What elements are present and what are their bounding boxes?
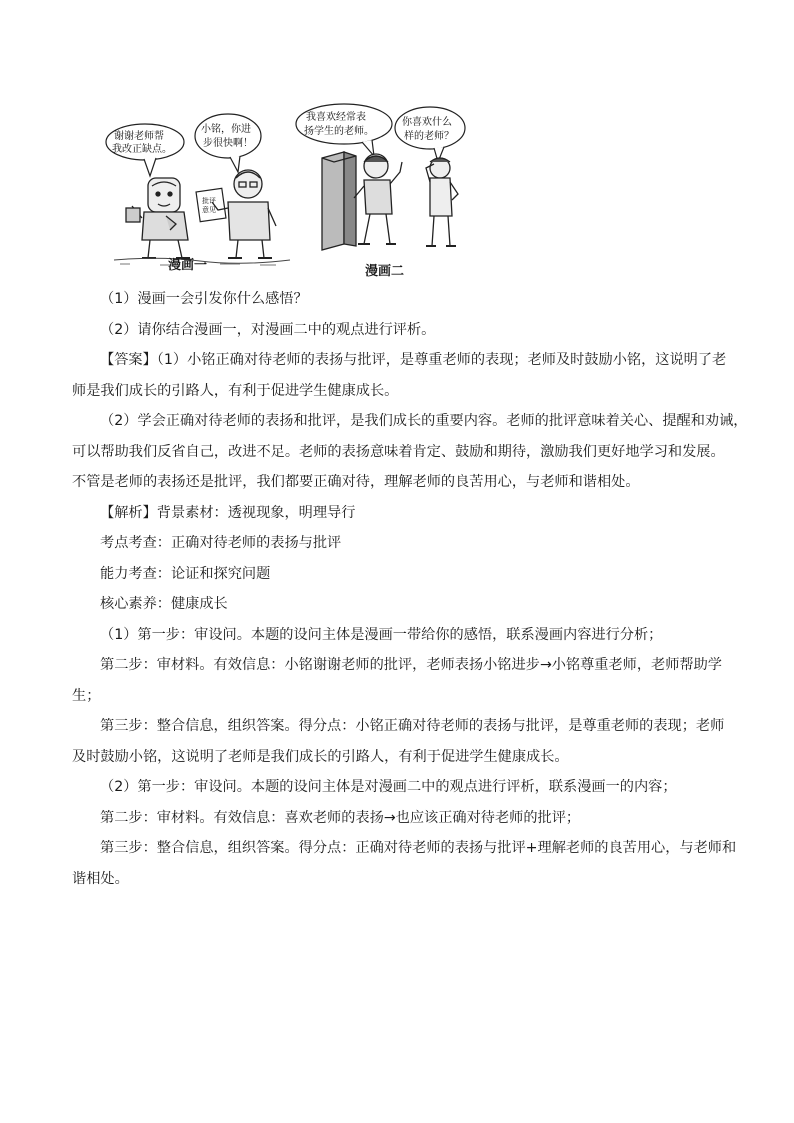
- cartoon-illustrations: [100, 98, 520, 280]
- question-1: （1）漫画一会引发你什么感悟？: [100, 291, 308, 307]
- criticism-paper: [196, 188, 226, 221]
- answer-line-1: [72, 345, 732, 376]
- cartoon1-bubble-left-line1: 谢谢老师帮: [114, 131, 164, 142]
- paper-text-line2: 意见: [202, 206, 216, 214]
- analysis-literacy: 核心素养：健康成长: [100, 596, 228, 612]
- analysis-background: 背景素材：透视现象，明理导行: [156, 504, 356, 521]
- analysis-s2-step3-line2: 谐相处。: [72, 870, 129, 887]
- analysis-ability: 能力考查：论证和探究问题: [100, 565, 271, 582]
- question-2: （2）请你结合漫画一，对漫画二中的观点进行评析。: [100, 321, 436, 338]
- answer-p1-line1: （1）小铭正确对待老师的表扬与批评，是尊重老师的表现；老师及时鼓励小铭，这说明了老: [156, 352, 727, 368]
- analysis-s1-step3-line2: 及时鼓励小铭，这说明了老师是我们成长的引路人，有利于促进学生健康成长。: [72, 748, 569, 765]
- cartoon1-bubble-right-line2: 步很快啊！: [203, 138, 253, 149]
- answer-label: 【答案】: [100, 352, 157, 368]
- student-figure: [126, 178, 190, 258]
- cartoon2-bubble-left-line1: 我喜欢经常表: [306, 112, 366, 123]
- analysis-label: 【解析】: [100, 504, 157, 521]
- cartoon2-bubble-right-line2: 样的老师？: [404, 131, 454, 142]
- cartoon1-caption: 漫画一: [168, 258, 208, 273]
- analysis-line-1: [72, 498, 732, 529]
- adult-figure: [426, 158, 458, 246]
- analysis-s1-step2-line1: 第二步：审材料。有效信息：小铭谢谢老师的批评，老师表扬小铭进步→小铭尊重老师，老师帮助学: [100, 657, 722, 673]
- analysis-s1-step3-line1: 第三步：整合信息，组织答案。得分点：小铭正确对待老师的表扬与批评，是尊重老师的表现；老师: [100, 718, 725, 734]
- cartoon-one: [106, 114, 290, 265]
- analysis-s2-step1: （2）第一步：审设问。本题的设问主体是对漫画二中的观点进行评析，联系漫画一的内容；: [100, 779, 677, 795]
- pillar: [322, 152, 356, 250]
- cartoon2-bubble-right-line1: 你喜欢什么: [402, 117, 452, 128]
- paper-text-line1: 批评: [202, 197, 216, 205]
- cartoon1-bubble-right-line1: 小铭，你进: [201, 124, 251, 135]
- analysis-point: 考点考查：正确对待老师的表扬与批评: [100, 535, 342, 551]
- answer-p1-line2: 师是我们成长的引路人，有利于促进学生健康成长。: [72, 382, 399, 399]
- cartoon1-bubble-left-line2: 我改正缺点。: [112, 144, 172, 155]
- cartoon2-caption: 漫画二: [365, 264, 405, 279]
- analysis-s1-step2-line2: 生；: [72, 687, 101, 704]
- answer-p2-line2: 可以帮助我们反省自己，改进不足。老师的表扬意味着肯定、鼓励和期待，激励我们更好地学习和发展。: [72, 443, 725, 460]
- analysis-s2-step2: 第二步：审材料。有效信息：喜欢老师的表扬→也应该正确对待老师的批评；: [100, 809, 581, 826]
- document-body: [72, 284, 748, 894]
- cartoon-two: [296, 104, 465, 250]
- child-figure: [354, 154, 402, 244]
- analysis-s2-step3-line1: 第三步：整合信息，组织答案。得分点：正确对待老师的表扬与批评+理解老师的良苦用心，与老师和: [100, 840, 737, 856]
- cartoon-drawing: [100, 98, 520, 280]
- answer-p2-line1: （2）学会正确对待老师的表扬和批评，是我们成长的重要内容。老师的批评意味着关心、提醒和劝诫，: [100, 413, 748, 429]
- answer-p2-line3: 不管是老师的表扬还是批评，我们都要正确对待，理解老师的良苦用心，与老师和谐相处。: [72, 474, 640, 490]
- analysis-s1-step1: （1）第一步：审设问。本题的设问主体是漫画一带给你的感悟，联系漫画内容进行分析；: [100, 626, 663, 643]
- cartoon2-bubble-left-line2: 扬学生的老师。: [304, 126, 374, 137]
